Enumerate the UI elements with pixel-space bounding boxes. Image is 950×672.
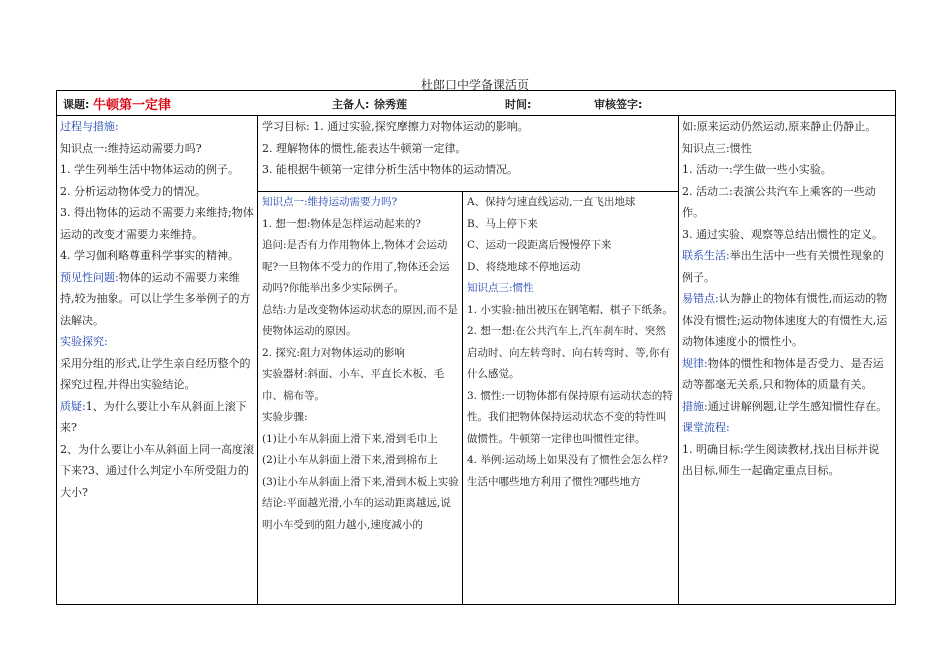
paragraph: D、将绕地球不停地运动	[467, 260, 581, 273]
paragraph: 3. 得出物体的运动不需要力来维持;物体运动的改变才需要力来维持。	[60, 206, 254, 241]
paragraph: 1. 学生列举生活中物体运动的例子。	[60, 163, 239, 176]
paragraph: 知识点一:维持运动需要力吗?	[262, 196, 398, 208]
objectives-cell	[262, 116, 674, 190]
paragraph: 课堂流程:	[682, 421, 730, 434]
paragraph: 实验探究:	[60, 335, 108, 348]
objective-line: 3. 能根据牛顿第一定律分析生活中物体的运动情况。	[262, 163, 518, 176]
page-title: 杜郎口中学备课活页	[420, 78, 529, 92]
activities-column	[682, 116, 890, 602]
paragraph: 知识点三:惯性	[682, 141, 752, 155]
inertia-column	[467, 192, 675, 603]
topic-value: 牛顿第一定律	[93, 98, 172, 113]
paragraph: 预见性问题:物体的运动不需要力来维持,较为抽象。可以让学生多举例子的方法解决。	[60, 270, 251, 327]
lesson-table	[56, 90, 896, 605]
paragraph: 实验步骤:	[262, 411, 308, 423]
paragraph: A、保持匀速直线运动,一直飞出地球	[467, 196, 636, 208]
paragraph: 追问:是否有力作用物体上,物体才会运动呢?一旦物体不受力的作用了,物体还会运动吗?你能举出多少实际例子。	[262, 239, 450, 294]
paragraph: 4. 举例:运动场上如果没有了惯性会怎么样?生活中哪些地方利用了惯性?哪些地方	[467, 454, 669, 488]
time-label: 时间:	[505, 98, 532, 111]
topic-label: 课题:	[63, 98, 90, 111]
paragraph: 联系生活:举出生活中一些有关惯性现象的例子。	[682, 249, 884, 284]
paragraph: 4. 学习伽利略尊重科学事实的精神。	[60, 249, 239, 262]
paragraph: (3)让小车从斜面上滑下来,滑到木板上实验结论:平面越光滑,小车的运动距离越远,说明小车受到的阻力越小,速度减小的	[262, 475, 459, 531]
paragraph: 措施:通过讲解例题,让学生感知惯性存在。	[682, 399, 888, 413]
paragraph: 易错点:认为静止的物体有惯性,而运动的物体没有惯性;运动物体速度大的有惯性大,运动物体速度小的惯性小。	[682, 292, 888, 348]
paragraph: 1. 活动一:学生做一些小实验。	[682, 163, 832, 176]
paragraph: 1. 明确目标:学生阅读教材,找出目标并说出目标,师生一起确定重点目标。	[682, 442, 880, 477]
paragraph: 2. 活动二:表演公共汽车上乘客的一些动作。	[682, 184, 876, 219]
paragraph: 3. 惯性:一切物体都有保持原有运动状态的特性。我们把物体保持运动状态不变的特性叫做惯性。牛顿第一定律也叫惯性定律。	[467, 389, 673, 445]
paragraph: B、马上停下来	[467, 217, 538, 230]
divider	[257, 115, 258, 604]
paragraph: 1. 小实验:抽出被压在钢笔帽、棋子下纸条。	[467, 303, 673, 316]
paragraph: 规律:物体的惯性和物体是否受力、是否运动等都毫无关系,只和物体的质量有关。	[682, 356, 884, 391]
paragraph: 过程与措施:	[60, 120, 119, 133]
paragraph: 3. 通过实验、观察等总结出惯性的定义。	[682, 227, 883, 241]
paragraph: 采用分组的形式,让学生亲自经历整个的探究过程,并得出实验结论。	[60, 356, 251, 391]
process-column	[60, 116, 254, 602]
paragraph: 质疑:1、为什么要让小车从斜面上滚下来?	[60, 399, 247, 434]
paragraph: (2)让小车从斜面上滑下来,滑到棉布上	[262, 454, 438, 466]
preparer-label: 主备人:	[332, 98, 370, 111]
paragraph: 实验器材:斜面、小车、平直长木板、毛巾、棉布等。	[262, 368, 445, 402]
divider	[678, 115, 679, 604]
header-row	[57, 91, 895, 116]
review-label: 审核签字:	[594, 98, 643, 111]
paragraph: 总结:力是改变物体运动状态的原因,而不是使物体运动的原因。	[262, 303, 458, 337]
paragraph: 2. 探究:阻力对物体运动的影响	[262, 346, 405, 359]
paragraph: 2. 想一想:在公共汽车上,汽车刹车时、突然启动时、向左转弯时、向右转弯时、等,你有什么感觉。	[467, 325, 670, 380]
paragraph: 知识点一:维持运动需要力吗?	[60, 141, 202, 155]
paragraph: 如:原来运动仍然运动,原来静止仍静止。	[682, 120, 877, 133]
paragraph: C、运动一段距离后慢慢停下来	[467, 239, 612, 251]
preparer-value: 徐秀莲	[374, 98, 407, 111]
divider	[462, 191, 463, 604]
paragraph: 知识点三:惯性	[467, 282, 534, 294]
paragraph: 2. 分析运动物体受力的情况。	[60, 184, 206, 198]
objective-line: 学习目标: 1. 通过实验,探究摩擦力对物体运动的影响。	[262, 120, 529, 133]
paragraph: 1. 想一想:物体是怎样运动起来的?	[262, 217, 422, 230]
objective-line: 2. 理解物体的惯性,能表达牛顿第一定律。	[262, 141, 467, 155]
knowledge-column	[262, 192, 459, 603]
paragraph: 2、为什么要让小车从斜面上同一高度滚下来?3、通过什么判定小车所受阻力的大小?	[60, 442, 254, 499]
paragraph: (1)让小车从斜面上滑下来,滑到毛巾上	[262, 432, 438, 445]
